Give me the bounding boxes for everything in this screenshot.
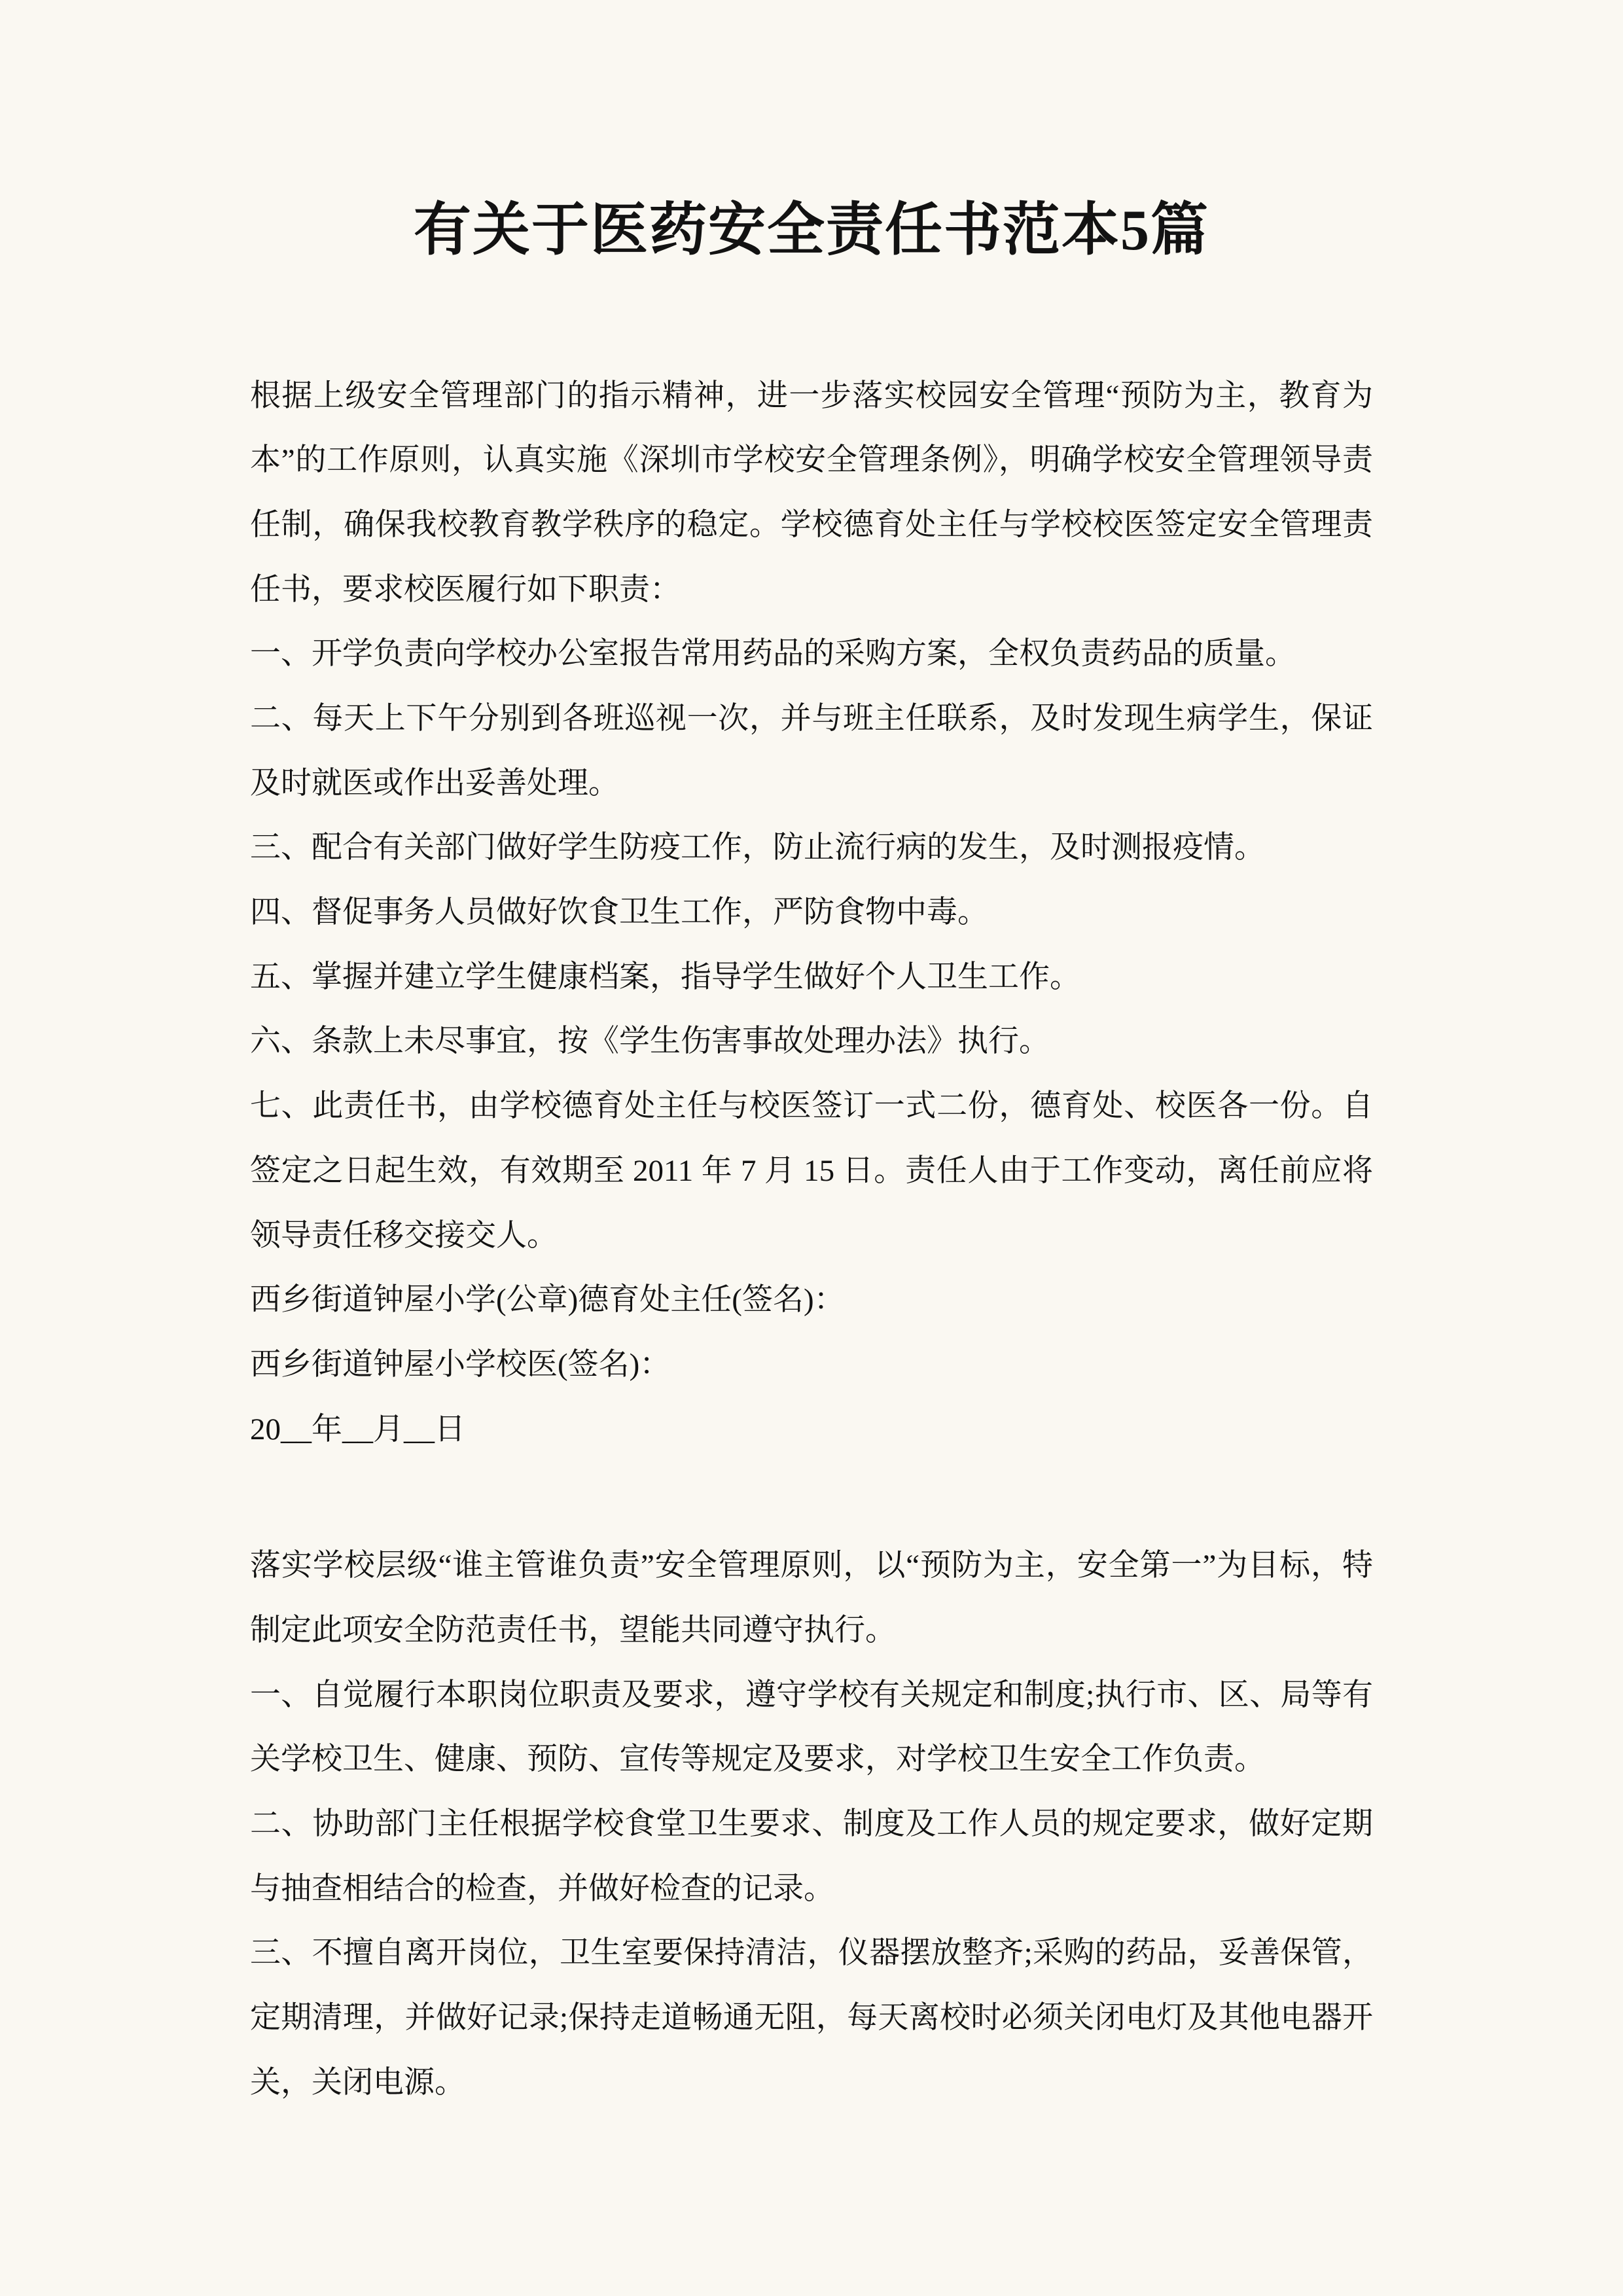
- section2-item-2: 二、协助部门主任根据学校食堂卫生要求、制度及工作人员的规定要求，做好定期与抽查相结合的检查，并做好检查的记录。: [250, 1807, 1373, 1906]
- duty-item-2: 二、每天上下午分别到各班巡视一次，并与班主任联系，及时发现生病学生，保证及时就医或作出妥善处理。: [250, 702, 1373, 800]
- duty-item-3: 三、配合有关部门做好学生防疫工作，防止流行病的发生，及时测报疫情。: [250, 831, 1265, 865]
- signature-line-director: 西乡街道钟屋小学(公章)德育处主任(签名)：: [250, 1283, 845, 1318]
- date-line: 20__年__月__日: [250, 1412, 465, 1446]
- document-body: [250, 364, 1373, 2115]
- duty-item-4: 四、督促事务人员做好饮食卫生工作，严防食物中毒。: [250, 895, 988, 930]
- paragraph-intro: 根据上级安全管理部门的指示精神，进一步落实校园安全管理“预防为主，教育为本”的工作原则，认真实施《深圳市学校安全管理条例》，明确学校安全管理领导责任制，确保我校教育教学秩序的稳定。学校德育处主任与学校校医签定安全管理责任书，要求校医履行如下职责：: [250, 378, 1373, 607]
- duty-item-6: 六、条款上未尽事宜，按《学生伤害事故处理办法》执行。: [250, 1024, 1050, 1059]
- duty-item-1: 一、开学负责向学校办公室报告常用药品的采购方案，全权负责药品的质量。: [250, 637, 1296, 672]
- duty-item-7: 七、此责任书，由学校德育处主任与校医签订一式二份，德育处、校医各一份。自签定之日起生效，有效期至 2011 年 7 月 15 日。责任人由于工作变动，离任前应将领导责任移交接交人。: [250, 1089, 1373, 1253]
- section2-item-3: 三、不擅自离开岗位，卫生室要保持清洁，仪器摆放整齐;采购的药品，妥善保管，定期清理，并做好记录;保持走道畅通无阻，每天离校时必须关闭电灯及其他电器开关，关闭电源。: [250, 1936, 1373, 2100]
- duty-item-5: 五、掌握并建立学生健康档案，指导学生做好个人卫生工作。: [250, 960, 1080, 994]
- section2-intro: 落实学校层级“谁主管谁负责”安全管理原则，以“预防为主，安全第一”为目标，特制定此项安全防范责任书，望能共同遵守执行。: [250, 1549, 1373, 1647]
- signature-line-doctor: 西乡街道钟屋小学校医(签名)：: [250, 1347, 671, 1382]
- section2-item-1: 一、自觉履行本职岗位职责及要求，遵守学校有关规定和制度;执行市、区、局等有关学校卫生、健康、预防、宣传等规定及要求，对学校卫生安全工作负责。: [250, 1677, 1373, 1777]
- document-title: 有关于医药安全责任书范本5篇: [413, 199, 1209, 262]
